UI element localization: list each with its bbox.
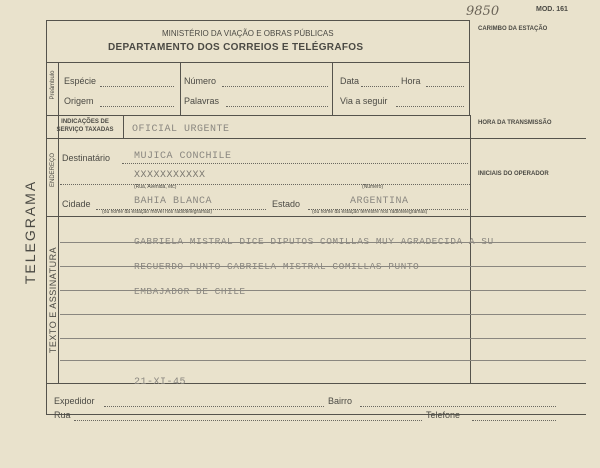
sidebar-divider	[58, 62, 59, 384]
telefone-field[interactable]	[472, 420, 556, 421]
outer-right-line	[469, 20, 470, 116]
estado-value: ARGENTINA	[350, 196, 409, 207]
text-line-5	[60, 338, 586, 339]
preamble-top	[46, 62, 470, 63]
preambulo-vertical: Preâmbulo	[50, 70, 56, 100]
estado-label: Estado	[272, 199, 301, 209]
preamble-col2	[332, 62, 333, 115]
bottom-line	[46, 414, 586, 415]
message-line-3: EMBAJADOR DE CHILE	[134, 286, 246, 297]
rua-field[interactable]	[74, 420, 422, 421]
hora-transmissao-label: HORA DA TRANSMISSÃO	[478, 120, 552, 126]
destinatario-value: MUJICA CONCHILE	[134, 151, 232, 162]
text-line-4	[60, 314, 586, 315]
data-label: Data	[340, 76, 360, 86]
origem-field[interactable]	[100, 106, 174, 107]
numero-field[interactable]	[222, 86, 328, 87]
origem-label: Origem	[64, 96, 94, 106]
especie-field[interactable]	[100, 86, 174, 87]
indications-divider	[123, 115, 124, 138]
endereco-vertical: ENDEREÇO	[50, 152, 56, 188]
palavras-label: Palavras	[184, 96, 220, 106]
data-field[interactable]	[361, 86, 399, 87]
bairro-label: Bairro	[328, 396, 353, 406]
palavras-field[interactable]	[226, 106, 328, 107]
rua-label: Rua	[54, 410, 71, 420]
form-model-code: MOD. 161	[536, 6, 568, 13]
street-field[interactable]	[60, 184, 470, 185]
text-line-6	[60, 360, 586, 361]
expedidor-field[interactable]	[104, 406, 324, 407]
street-value: XXXXXXXXXXX	[134, 170, 206, 181]
handwritten-number: 9850	[466, 4, 500, 19]
preamble-col1	[180, 62, 181, 115]
outer-left-line	[46, 20, 47, 415]
message-line-2: RECUERDO PUNTO GABRIELA MISTRAL COMILLAS PUNTO	[134, 261, 420, 272]
cidade-value: BAHIA BLANCA	[134, 196, 213, 207]
telegrama-vertical: TELEGRAMA	[22, 179, 38, 285]
expedidor-label: Expedidor	[54, 396, 95, 406]
hora-label: Hora	[401, 76, 421, 86]
destinatario-label: Destinatário	[62, 153, 111, 163]
indications-label: INDICAÇÕES DE SERVIÇO TAXADAS	[56, 119, 114, 133]
numero-caption: (Número)	[362, 184, 384, 190]
iniciais-operador-label: INICIAIS DO OPERADOR	[478, 171, 549, 177]
caption-estacao-terrestre: (ou nome da estação terrestre nos radiotelegramas)	[312, 209, 428, 215]
bairro-field[interactable]	[360, 406, 556, 407]
department-title: DEPARTAMENTO DOS CORREIOS E TELÉGRAFOS	[108, 42, 364, 53]
via-field[interactable]	[396, 106, 464, 107]
message-date: 21-XI-45	[134, 377, 187, 388]
right-column-divider	[470, 115, 471, 383]
text-section-bottom	[46, 383, 586, 384]
cidade-label: Cidade	[62, 199, 91, 209]
indications-value: OFICIAL URGENTE	[132, 124, 230, 135]
ministry-title: MINISTÉRIO DA VIAÇÃO E OBRAS PÚBLICAS	[162, 29, 334, 38]
telefone-label: Telefone	[426, 410, 461, 420]
right-column-hline	[470, 138, 586, 139]
numero-label: Número	[184, 76, 217, 86]
rua-caption: (Rua, Avenida, etc)	[134, 184, 177, 190]
preamble-bottom	[46, 115, 470, 116]
via-label: Via a seguir	[340, 96, 388, 106]
outer-top-line	[46, 20, 470, 21]
message-line-1: GABRIELA MISTRAL DICE DIPUTOS COMILLAS MUY AGRADECIDA A SU	[134, 236, 494, 247]
text-section-top	[46, 216, 586, 217]
texto-assinatura-vertical: TEXTO E ASSINATURA	[48, 246, 58, 354]
indications-bottom	[46, 138, 470, 139]
hora-field[interactable]	[426, 86, 464, 87]
station-stamp-label: CARIMBO DA ESTAÇÃO	[478, 26, 548, 32]
destinatario-field[interactable]	[122, 163, 468, 164]
caption-estacao-movel: (ou nome da estação móvel nos radiotelegramas)	[102, 209, 213, 215]
especie-label: Espécie	[64, 76, 97, 86]
